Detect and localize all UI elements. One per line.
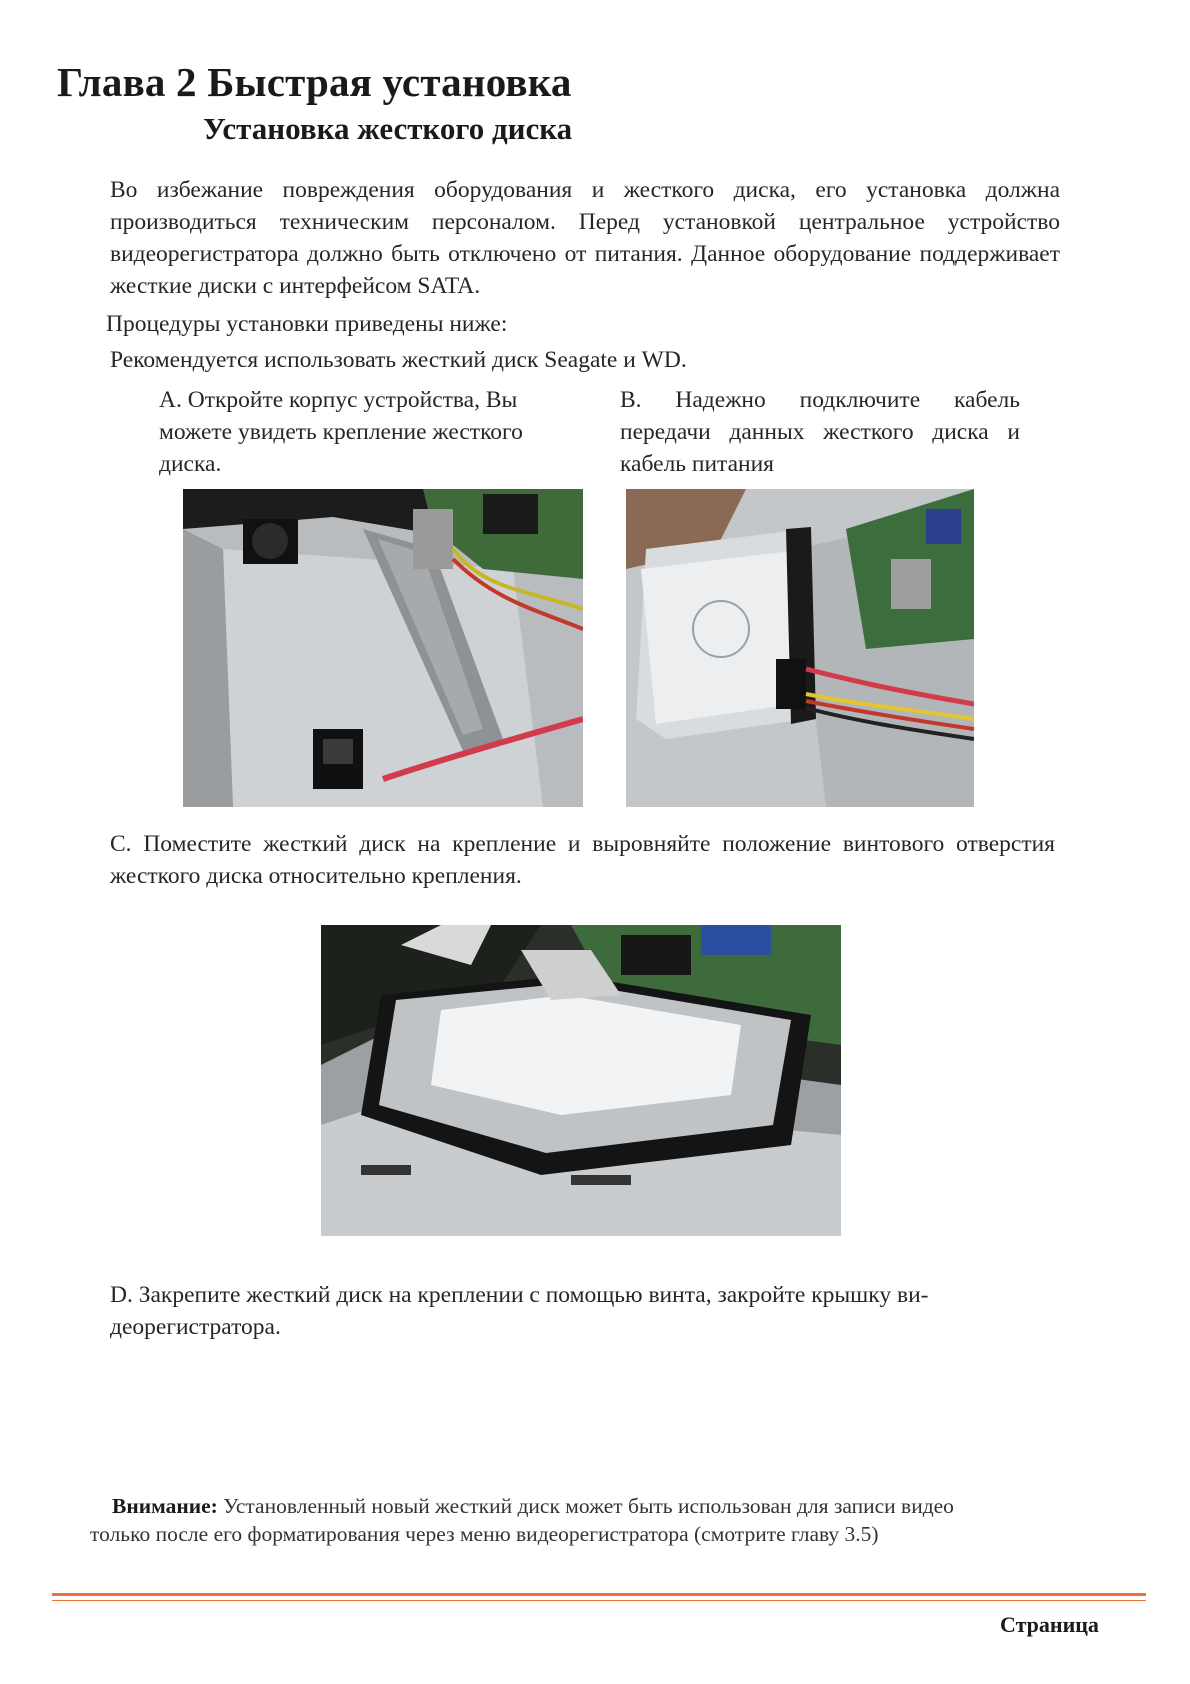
step-b-text: B. Надежно подключите кабель передачи данных жесткого диска и кабель питания <box>620 387 1020 477</box>
warning-label: Внимание: <box>112 1494 218 1518</box>
warning-text-1: Установленный новый жесткий диск может быть использован для записи видео <box>217 1494 954 1518</box>
intro-paragraph: Во избежание повреждения оборудования и жесткого диска, его установка должна производиться техническим персоналом. Перед установкой центральное устройство видеорегистратора должно быть отключено от питания. Данное оборудование поддерживает жесткие диски с интерфейсом SATA. <box>110 177 1060 299</box>
photo-hdd-on-bracket <box>321 925 841 1236</box>
page-label: Страница <box>1000 1612 1099 1637</box>
step-c-text: C. Поместите жесткий диск на крепление и выровняйте положение винтового отверстия жесткого диска относительно крепления. <box>110 831 1055 889</box>
warning-note-line1 <box>90 1492 1080 1520</box>
warning-note <box>90 1492 1080 1548</box>
section-title: Установка жесткого диска <box>203 111 573 146</box>
chapter-title: Глава 2 Быстрая установка <box>57 59 572 105</box>
step-d-text: D. Закрепите жесткий диск на креплении с помощью винта, закройте крышку видеорегистратора. <box>110 1282 929 1340</box>
step-a-text: A. Откройте корпус устройства, Вы можете увидеть крепление жесткого диска. <box>159 387 523 477</box>
photo-connect-cables <box>626 489 974 807</box>
footer-rule-thin <box>52 1600 1146 1601</box>
photo-open-chassis <box>183 489 583 807</box>
recommendation-line: Рекомендуется использовать жесткий диск Seagate и WD. <box>110 347 687 373</box>
warning-note-line2: только после его форматирования через меню видеорегистратора (смотрите главу 3.5) <box>90 1522 879 1546</box>
footer-rule-thick <box>52 1593 1146 1596</box>
procedure-line: Процедуры установки приведены ниже: <box>106 311 508 337</box>
